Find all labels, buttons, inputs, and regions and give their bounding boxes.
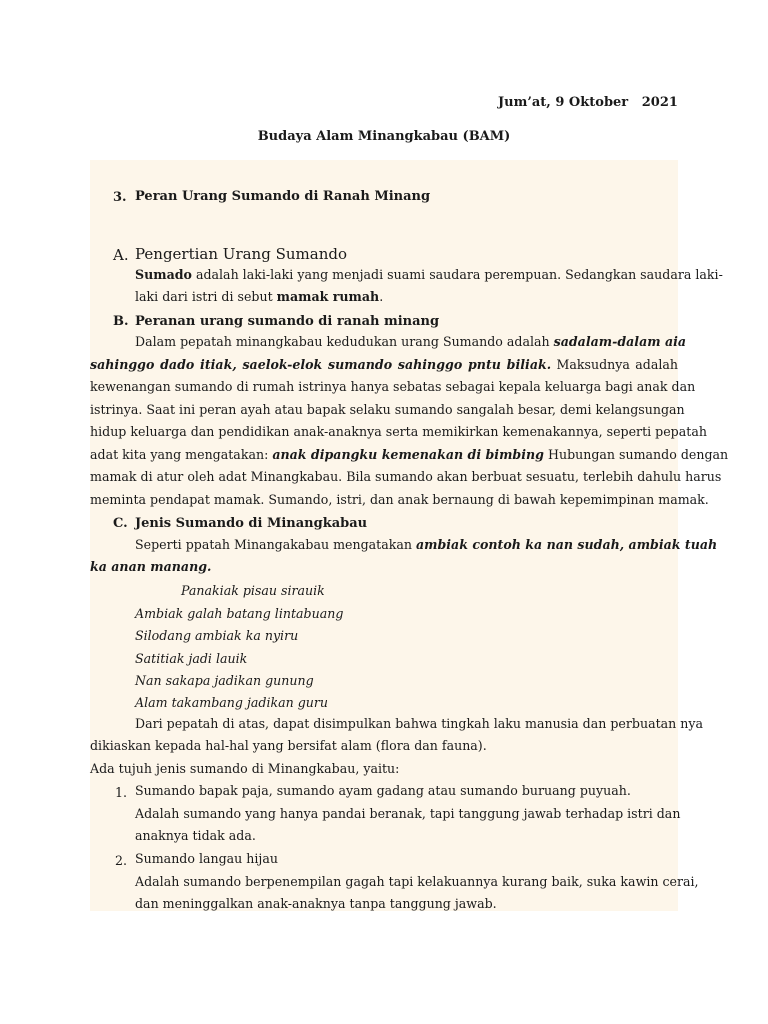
section-c-letter: C.	[113, 516, 128, 531]
section-c-quote-line-1: Seperti ppatah Minangakabau mengatakan ambiak contoh ka nan sudah, ambiak tuah	[135, 537, 718, 552]
term-mamak-rumah: mamak rumah	[276, 289, 380, 304]
list-intro: Ada tujuh jenis sumando di Minangkabau, yaitu:	[90, 761, 400, 776]
section-3-title: Peran Urang Sumando di Ranah Minang	[135, 189, 431, 204]
poem-line: Nan sakapa jadikan gunung	[135, 673, 314, 688]
section-c-quote-line-2: ka anan manang.	[90, 559, 212, 574]
list-item-body-line: dan meninggalkan anak-anaknya tanpa tanggung jawab.	[135, 896, 497, 911]
document-title: Budaya Alam Minangkabau (BAM)	[257, 129, 511, 144]
section-a-title: Pengertian Urang Sumando	[135, 245, 347, 263]
list-item-heading: Sumando langau hijau	[135, 851, 278, 866]
section-c-title: Jenis Sumando di Minangkabau	[135, 516, 368, 531]
section-b-line-1: Dalam pepatah minangkabau kedudukan urang Sumando adalah sadalam-dalam aia	[135, 334, 687, 349]
poem-line: Silodang ambiak ka nyiru	[135, 628, 299, 643]
document-date: Jum’at, 9 Oktober 2021	[498, 95, 678, 110]
section-a-line-2: laki dari istri di sebut mamak rumah.	[135, 289, 384, 304]
section-b-line-3: kewenangan sumando di rumah istrinya hanya sebatas sebagai kepala keluarga bagi anak dan	[90, 379, 696, 394]
list-item-body-line: anaknya tidak ada.	[135, 828, 256, 843]
section-b-letter: B.	[113, 314, 129, 329]
section-b-line-8: meminta pendapat mamak. Sumando, istri, dan anak bernaung di bawah kepemimpinan mamak.	[90, 492, 709, 507]
conclusion-line-2: dikiaskan kepada hal-hal yang bersifat alam (flora dan fauna).	[90, 738, 487, 753]
term-sumado: Sumado	[135, 267, 192, 282]
section-b-line-6: adat kita yang mengatakan: anak dipangku kemenakan di bimbing Hubungan sumando dengan	[90, 447, 729, 462]
section-a-line-1: Sumado adalah laki-laki yang menjadi suami saudara perempuan. Sedangkan saudara laki-	[135, 267, 723, 282]
poem-line: Satitiak jadi lauik	[135, 651, 248, 666]
conclusion-line-1: Dari pepatah di atas, dapat disimpulkan bahwa tingkah laku manusia dan perbuatan nya	[135, 716, 704, 731]
section-b-line-5: hidup keluarga dan pendidikan anak-anaknya serta memikirkan kemenakannya, seperti pepatah	[90, 424, 707, 439]
section-b-line-7: mamak di atur oleh adat Minangkabau. Bila sumando akan berbuat sesuatu, terlebih dahulu harus	[90, 469, 722, 484]
list-item-heading: Sumando bapak paja, sumando ayam gadang atau sumando buruang puyuah.	[135, 783, 631, 798]
section-b-line-2: sahinggo dado itiak, saelok-elok sumando sahinggo pntu biliak. Maksudnya adalah	[90, 357, 678, 372]
section-b-title: Peranan urang sumando di ranah minang	[135, 314, 440, 329]
section-a-letter: A.	[113, 246, 129, 264]
section-3-number: 3.	[113, 190, 127, 205]
list-item-number: 1.	[115, 785, 128, 800]
poem-line: Alam takambang jadikan guru	[135, 695, 329, 710]
poem-line: Panakiak pisau sirauik	[181, 583, 325, 598]
section-b-line-4: istrinya. Saat ini peran ayah atau bapak selaku sumando sangalah besar, demi kelangsungan	[90, 402, 685, 417]
list-item-number: 2.	[115, 853, 128, 868]
poem-line: Ambiak galah batang lintabuang	[135, 606, 344, 621]
list-item-body-line: Adalah sumando berpenempilan gagah tapi kelakuannya kurang baik, suka kawin cerai,	[135, 874, 699, 889]
list-item-body-line: Adalah sumando yang hanya pandai beranak, tapi tanggung jawab terhadap istri dan	[135, 806, 681, 821]
